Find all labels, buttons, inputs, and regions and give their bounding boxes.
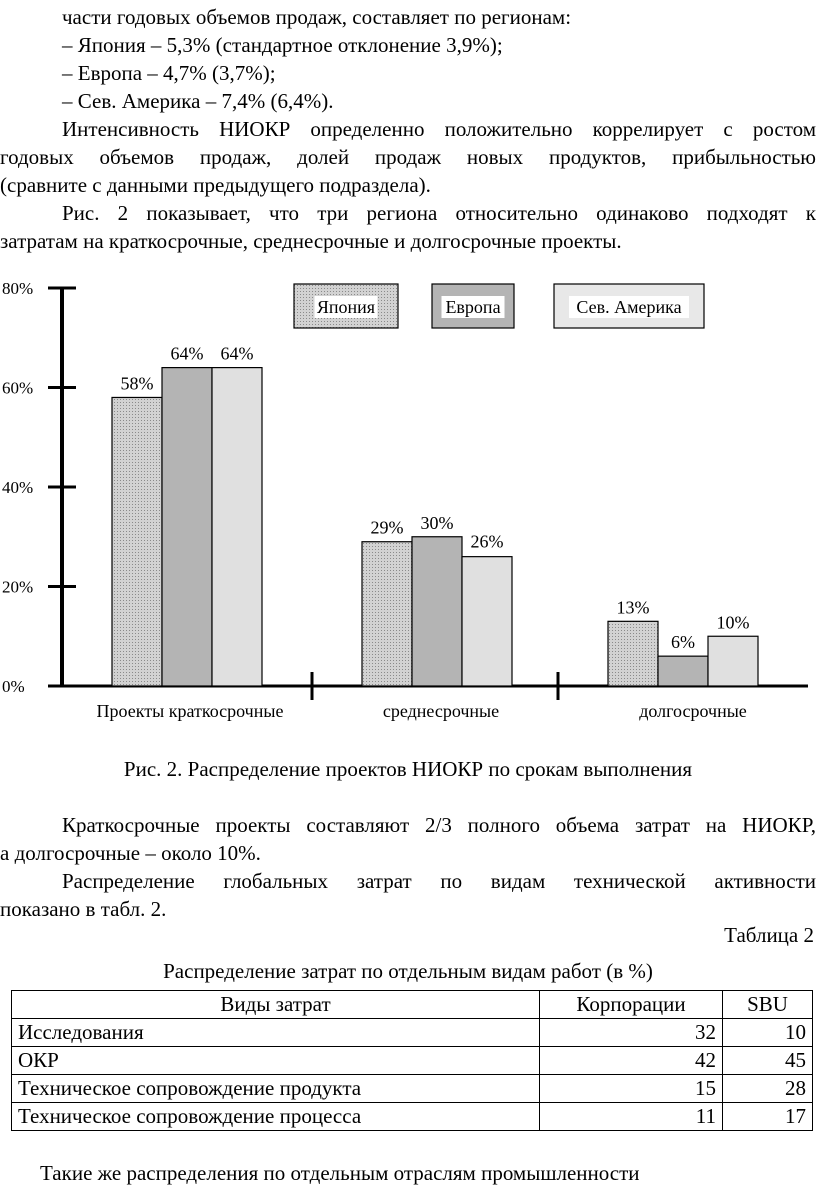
data-label: 26% <box>470 531 504 552</box>
legend-label: Сев. Америка <box>576 297 682 317</box>
y-tick-label: 20% <box>2 577 34 597</box>
bar-europe <box>412 537 462 686</box>
paragraph-line: затратам на краткосрочные, среднесрочные и долгосрочные проекты. <box>0 229 622 253</box>
bar-america <box>462 557 512 686</box>
header-cost-type: Виды затрат <box>12 991 540 1019</box>
table-header-row <box>12 991 813 1019</box>
y-tick-label: 0% <box>2 677 25 696</box>
costs-table <box>11 990 813 1131</box>
cell-sbu: 17 <box>723 1103 813 1131</box>
data-label: 64% <box>170 343 204 364</box>
cell-sbu: 45 <box>723 1047 813 1075</box>
bar-america <box>708 636 758 686</box>
data-label: 10% <box>716 612 750 633</box>
bar-europe <box>162 368 212 686</box>
legend-label: Япония <box>316 297 376 317</box>
table-title: Распределение затрат по отдельным видам работ (в %) <box>163 959 653 983</box>
data-label: 30% <box>420 512 454 533</box>
table-label: Таблица 2 <box>724 923 814 947</box>
list-item-japan: – Япония – 5,3% (стандартное отклонение 3,9%); <box>62 33 503 57</box>
bar-europe <box>658 656 708 686</box>
bar-japan <box>608 621 658 686</box>
bar-japan <box>362 542 412 686</box>
y-tick-label: 40% <box>2 478 34 497</box>
category-label: Проекты краткосрочные <box>96 701 284 721</box>
cell-sbu: 28 <box>723 1075 813 1103</box>
list-item-europe: – Европа – 4,7% (3,7%); <box>62 61 276 85</box>
data-label: 6% <box>671 632 695 653</box>
table-row <box>12 1019 813 1047</box>
paragraph-line: Такие же распределения по отдельным отраслям промышленности <box>40 1161 640 1185</box>
cell-corporations: 15 <box>540 1075 723 1103</box>
header-corporations: Корпорации <box>540 991 723 1019</box>
paragraph-line: показано в табл. 2. <box>0 897 167 921</box>
y-tick-label: 60% <box>2 378 34 398</box>
table-row <box>12 1103 813 1131</box>
cell-sbu: 10 <box>723 1019 813 1047</box>
paragraph-line: а долгосрочные – около 10%. <box>0 841 261 865</box>
cell-corporations: 32 <box>540 1019 723 1047</box>
category-label: среднесрочные <box>382 701 500 721</box>
cell-cost-type: Исследования <box>12 1019 540 1047</box>
cell-cost-type: Техническое сопровождение процесса <box>12 1103 540 1131</box>
bar-chart <box>0 270 816 730</box>
legend-label: Европа <box>445 297 501 317</box>
paragraph-line: Распределение глобальных затрат по видам технической активности <box>62 869 816 893</box>
paragraph-line: годовых объемов продаж, долей продаж новых продуктов, прибыльностью <box>0 145 816 169</box>
paragraph-line: Интенсивность НИОКР определенно положительно коррелирует с ростом <box>62 117 816 141</box>
header-sbu: SBU <box>723 991 813 1019</box>
paragraph-line: (сравните с данными предыдущего подраздела). <box>0 173 431 197</box>
data-label: 29% <box>370 517 404 538</box>
list-item-america: – Сев. Америка – 7,4% (6,4%). <box>62 89 334 113</box>
table-row <box>12 1047 813 1075</box>
category-label: долгосрочные <box>639 701 747 721</box>
cell-corporations: 42 <box>540 1047 723 1075</box>
y-tick-label: 80% <box>2 279 34 298</box>
bar-japan <box>112 397 162 686</box>
paragraph-line: Рис. 2 показывает, что три региона относительно одинаково подходят к <box>62 201 816 225</box>
cell-cost-type: ОКР <box>12 1047 540 1075</box>
table-row <box>12 1075 813 1103</box>
bar-america <box>212 368 262 686</box>
data-label: 64% <box>220 343 254 364</box>
paragraph-line: части годовых объемов продаж, составляет по регионам: <box>62 5 572 29</box>
paragraph-line: Краткосрочные проекты составляют 2/3 полного объема затрат на НИОКР, <box>62 813 816 837</box>
data-label: 58% <box>120 373 154 394</box>
cell-cost-type: Техническое сопровождение продукта <box>12 1075 540 1103</box>
figure-caption: Рис. 2. Распределение проектов НИОКР по срокам выполнения <box>123 757 693 781</box>
cell-corporations: 11 <box>540 1103 723 1131</box>
data-label: 13% <box>616 597 650 618</box>
